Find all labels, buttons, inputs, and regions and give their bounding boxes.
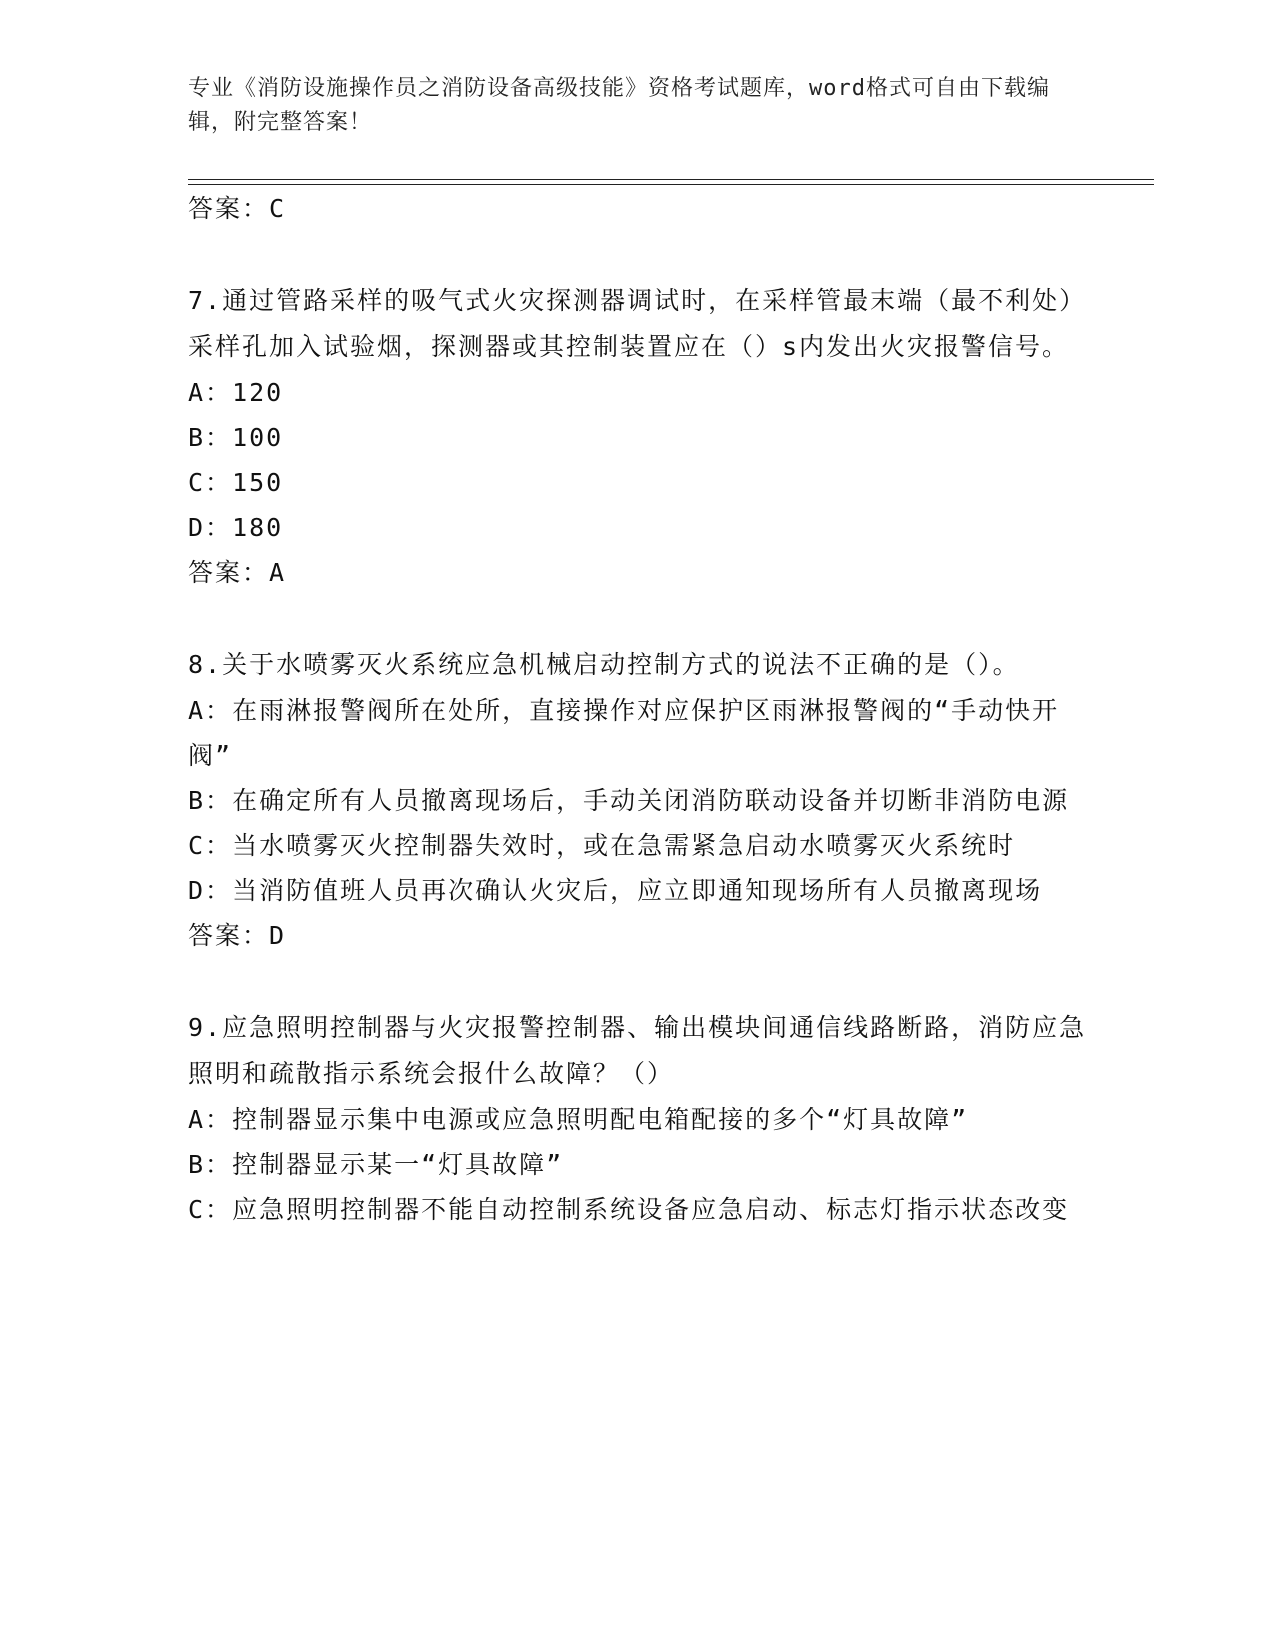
option-text: 120 [232, 378, 284, 407]
option-c [188, 460, 1088, 505]
question-7 [188, 278, 1088, 596]
option-label: B： [188, 423, 233, 452]
option-label: B： [188, 786, 233, 815]
option-text: 在确定所有人员撤离现场后，手动关闭消防联动设备并切断非消防电源 [232, 786, 1070, 815]
option-label: A： [188, 1105, 233, 1134]
option-text: 控制器显示集中电源或应急照明配电箱配接的多个“灯具故障” [232, 1105, 969, 1134]
document-content [188, 186, 1088, 1232]
option-text: 100 [232, 423, 284, 452]
option-label: A： [188, 696, 233, 725]
answer: 答案：D [188, 921, 287, 950]
option-label: D： [188, 513, 233, 542]
option-c [188, 823, 1088, 868]
option-label: A： [188, 378, 233, 407]
option-a [188, 688, 1088, 778]
question-text: 7.通过管路采样的吸气式火灾探测器调试时，在采样管最末端（最不利处）采样孔加入试验烟，探测器或其控制装置应在（）s内发出火灾报警信号。 [188, 286, 1087, 361]
option-a [188, 1097, 1088, 1142]
option-text: 180 [232, 513, 284, 542]
option-label: D： [188, 876, 233, 905]
option-a [188, 370, 1088, 415]
answer: 答案：A [188, 558, 287, 587]
question-9 [188, 1005, 1088, 1232]
option-d [188, 868, 1088, 913]
question-text: 8.关于水喷雾灭火系统应急机械启动控制方式的说法不正确的是（）。 [188, 650, 1020, 679]
previous-answer: 答案：C [188, 194, 287, 223]
header-rule-bottom [188, 184, 1154, 185]
option-b [188, 415, 1088, 460]
option-d [188, 505, 1088, 550]
question-8 [188, 642, 1088, 959]
option-label: C： [188, 831, 233, 860]
option-b [188, 1142, 1088, 1187]
option-text: 控制器显示某一“灯具故障” [232, 1150, 564, 1179]
option-text: 在雨淋报警阀所在处所，直接操作对应保护区雨淋报警阀的“手动快开阀” [188, 696, 1060, 770]
document-header: 专业《消防设施操作员之消防设备高级技能》资格考试题库，word格式可自由下载编辑，附完整答案！ [188, 76, 1050, 135]
option-text: 150 [232, 468, 284, 497]
option-c [188, 1187, 1088, 1232]
option-text: 当消防值班人员再次确认火灾后，应立即通知现场所有人员撤离现场 [232, 876, 1043, 905]
option-label: B： [188, 1150, 233, 1179]
header-rule-top [188, 179, 1154, 180]
question-text: 9.应急照明控制器与火灾报警控制器、输出模块间通信线路断路，消防应急照明和疏散指示系统会报什么故障？（） [188, 1013, 1087, 1088]
option-text: 应急照明控制器不能自动控制系统设备应急启动、标志灯指示状态改变 [232, 1195, 1070, 1224]
option-text: 当水喷雾灭火控制器失效时，或在急需紧急启动水喷雾灭火系统时 [232, 831, 1016, 860]
option-b [188, 778, 1088, 823]
option-label: C： [188, 1195, 233, 1224]
option-label: C： [188, 468, 233, 497]
